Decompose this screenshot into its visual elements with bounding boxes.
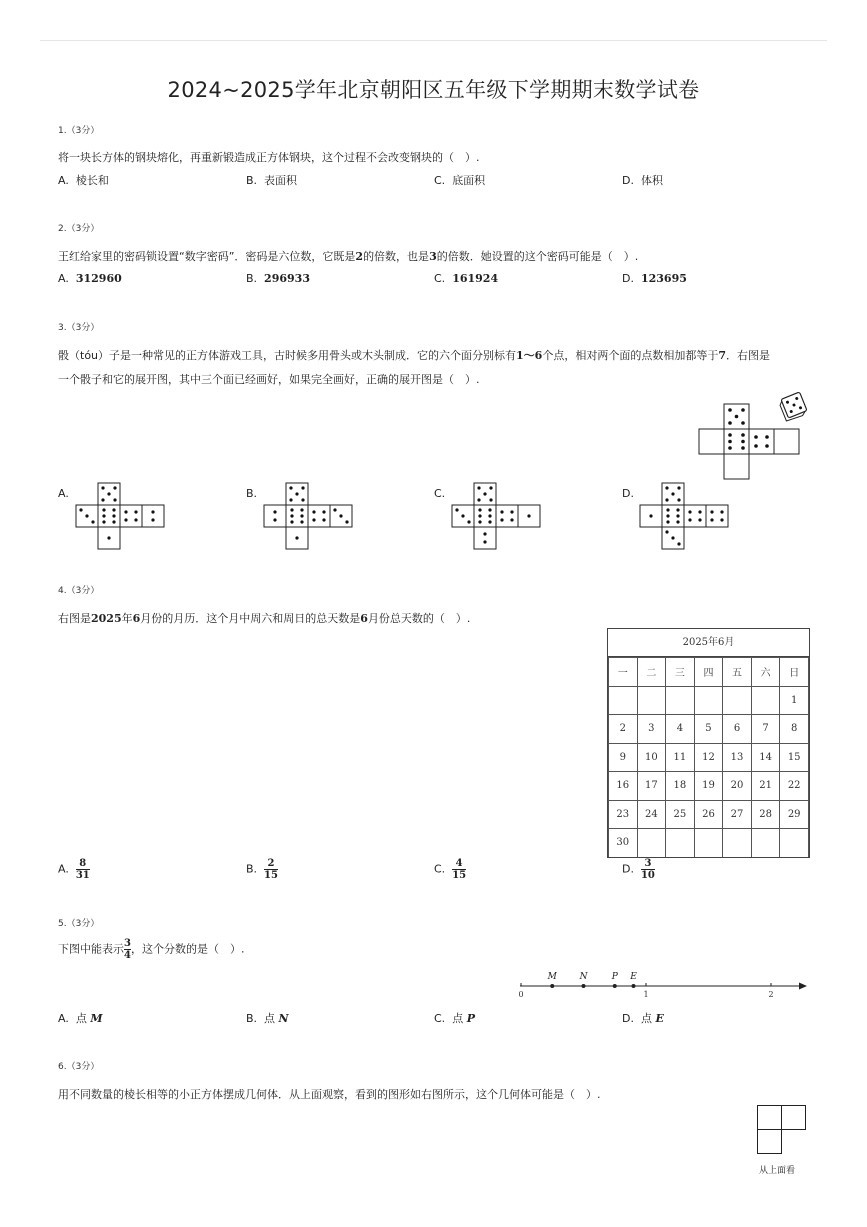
day-cell: 19: [694, 772, 723, 801]
number-line-point: [550, 984, 554, 988]
number-line-point: [632, 984, 636, 988]
option-text: 体积: [640, 174, 663, 187]
fraction-denominator: 15: [264, 870, 278, 881]
q2-score: （3分）: [66, 224, 100, 234]
stem-number: 6: [132, 612, 141, 625]
q3-stem-line1: [58, 347, 770, 363]
top-divider: [40, 40, 827, 41]
fraction-numerator: 3: [124, 938, 131, 949]
option-point: E: [655, 1012, 664, 1025]
option-text: 296933: [264, 272, 310, 285]
day-cell: 20: [723, 772, 752, 801]
number-line-point-label: M: [547, 972, 557, 982]
day-cell: 14: [751, 743, 780, 772]
q2-option-b[interactable]: [246, 272, 310, 285]
day-cell: [637, 829, 666, 858]
calendar-week-row: [609, 715, 809, 744]
weekday-header: 三: [666, 658, 695, 687]
q6-top-view: [757, 1105, 807, 1155]
day-cell: [751, 686, 780, 715]
day-cell: 23: [609, 800, 638, 829]
stem-number: 2025: [91, 612, 122, 625]
option-text: 123695: [640, 272, 687, 285]
q5-number: 5.: [58, 919, 67, 929]
stem-text: 个点，相对两个面的点数相加都等于: [542, 349, 719, 362]
day-cell: 5: [694, 715, 723, 744]
top-view-label: 从上面看: [759, 1166, 796, 1176]
q5-option-d[interactable]: [622, 1010, 664, 1026]
option-letter: C.: [434, 862, 446, 876]
q5-option-b[interactable]: [246, 1010, 289, 1026]
stem-text: 月份总天数的（ ）.: [367, 612, 471, 625]
q3-option-d[interactable]: D.: [622, 487, 634, 500]
stem-text: 下图中能表示: [58, 942, 124, 956]
calendar-week-row: [609, 743, 809, 772]
day-cell: 26: [694, 800, 723, 829]
option-point: M: [90, 1012, 103, 1025]
q3-net-d: [640, 483, 728, 549]
q3-stem-line2: 一个骰子和它的展开图，其中三个面已经画好，如果完全画好，正确的展开图是（ ）.: [58, 373, 480, 386]
day-cell: [723, 829, 752, 858]
q6-stem: 用不同数量的棱长相等的小正方体摆成几何体．从上面观察，看到的图形如右图所示，这个几何体可能是（ ）.: [58, 1088, 601, 1101]
q3-number: 3.: [58, 323, 67, 333]
day-cell: [751, 829, 780, 858]
june-calendar: [607, 628, 810, 858]
day-cell: [723, 686, 752, 715]
day-cell: 11: [666, 743, 695, 772]
day-cell: [666, 686, 695, 715]
weekday-header: 四: [694, 658, 723, 687]
stem-number: 2: [355, 250, 364, 263]
number-line-point-label: E: [630, 972, 637, 982]
option-letter: C.: [434, 174, 446, 187]
q4-option-c[interactable]: [434, 858, 466, 881]
day-cell: 15: [780, 743, 809, 772]
option-text: 底面积: [452, 174, 486, 187]
fraction-denominator: 31: [75, 870, 90, 881]
stem-text: 的倍数，也是: [363, 250, 430, 263]
q4-score: （3分）: [66, 586, 100, 596]
day-cell: 1: [780, 686, 809, 715]
q5-score: （3分）: [66, 919, 100, 929]
number-line-tick-label: 1: [643, 990, 649, 999]
calendar-grid: [608, 657, 809, 858]
q2-stem: [58, 248, 638, 264]
option-letter: D.: [622, 862, 634, 876]
option-text: 点: [264, 1012, 276, 1025]
option-point: P: [466, 1012, 475, 1025]
option-letter: A.: [58, 174, 69, 187]
q3-net-c: [452, 483, 540, 549]
option-letter: C.: [434, 272, 446, 285]
day-cell: 21: [751, 772, 780, 801]
day-cell: 27: [723, 800, 752, 829]
option-letter: D.: [622, 174, 634, 187]
stem-text: 月份的月历．这个月中周六和周日的总天数是: [140, 612, 361, 625]
day-cell: [666, 829, 695, 858]
q1-option-c[interactable]: [434, 172, 485, 188]
q4-stem: [58, 610, 470, 626]
dice-icon: [780, 391, 808, 419]
option-text: 点: [640, 1012, 652, 1025]
option-text: 棱长和: [75, 174, 109, 187]
calendar-week-row: [609, 829, 809, 858]
q3-option-a[interactable]: A.: [58, 487, 69, 500]
day-cell: 2: [609, 715, 638, 744]
stem-number: 7: [718, 349, 726, 362]
q6-number: 6.: [58, 1062, 67, 1072]
option-letter: A.: [58, 862, 69, 876]
q1-option-b[interactable]: [246, 172, 297, 188]
option-letter: D.: [622, 1012, 634, 1025]
q1-option-a[interactable]: [58, 172, 109, 188]
option-text: 表面积: [264, 174, 298, 187]
day-cell: [609, 686, 638, 715]
q6-header: [58, 1059, 99, 1072]
day-cell: 22: [780, 772, 809, 801]
number-line-point: [613, 984, 617, 988]
number-line-point: [582, 984, 586, 988]
number-line-tick-label: 2: [768, 990, 774, 999]
option-letter: B.: [246, 1012, 258, 1025]
q6-score: （3分）: [66, 1062, 100, 1072]
option-letter: C.: [434, 1012, 446, 1025]
stem-number: 6: [360, 612, 368, 625]
option-letter: A.: [58, 1012, 69, 1025]
day-cell: 28: [751, 800, 780, 829]
day-cell: 29: [780, 800, 809, 829]
stem-text: ，这个分数的是（ ）.: [130, 942, 245, 956]
stem-text: 年: [121, 612, 133, 625]
q3-header: [58, 320, 99, 333]
q1-option-d[interactable]: [622, 172, 663, 188]
stem-text: 骰（tóu）子是一种常见的正方体游戏工具，古时候多用骨头或木头制成．它的六个面分别标有: [58, 349, 517, 362]
fraction-numerator: 8: [79, 858, 87, 869]
q2-option-d[interactable]: [622, 272, 687, 285]
day-cell: 12: [694, 743, 723, 772]
q1-stem: 将一块长方体的钢块熔化，再重新锻造成正方体钢块，这个过程不会改变钢块的（ ）.: [58, 151, 480, 164]
day-cell: 10: [637, 743, 666, 772]
q1-score: （3分）: [66, 126, 100, 136]
arrow-right-icon: [799, 983, 807, 990]
weekday-header: 一: [609, 658, 638, 687]
day-cell: 30: [609, 829, 638, 858]
day-cell: 16: [609, 772, 638, 801]
number-line: [515, 966, 810, 1002]
fraction: [76, 858, 90, 881]
day-cell: [780, 829, 809, 858]
option-text: 点: [75, 1012, 87, 1025]
number-line-point-label: N: [579, 972, 588, 982]
q3-score: （3分）: [66, 323, 100, 333]
q1-header: [58, 123, 99, 136]
q3-option-c[interactable]: C.: [434, 487, 446, 500]
fraction-denominator: 15: [452, 870, 467, 881]
option-letter: B.: [246, 862, 258, 876]
option-letter: B.: [246, 272, 258, 285]
stem-text: 的倍数．她设置的这个密码可能是（ ）.: [436, 250, 639, 263]
option-letter: D.: [622, 272, 634, 285]
q5-option-c[interactable]: [434, 1010, 475, 1026]
option-letter: A.: [58, 272, 69, 285]
stem-text: ．右图是: [725, 349, 770, 362]
weekday-header: 日: [780, 658, 809, 687]
weekday-header: 六: [751, 658, 780, 687]
option-point: N: [278, 1012, 289, 1025]
q4-option-d[interactable]: [622, 858, 655, 881]
day-cell: 4: [666, 715, 695, 744]
q5-header: [58, 916, 99, 929]
calendar-title: 2025年6月: [608, 629, 809, 657]
calendar-header-row: [609, 658, 809, 687]
q3-net-b: [264, 483, 352, 549]
fraction-numerator: 4: [455, 858, 463, 869]
day-cell: [637, 686, 666, 715]
fraction-numerator: 2: [267, 858, 275, 869]
day-cell: [694, 829, 723, 858]
q3-net-a: [76, 483, 164, 549]
q4-header: [58, 583, 99, 596]
option-text: 161924: [452, 272, 499, 285]
option-text: 点: [452, 1012, 464, 1025]
day-cell: 25: [666, 800, 695, 829]
exam-title: 2024~2025学年北京朝阳区五年级下学期期末数学试卷: [167, 78, 700, 102]
q2-option-c[interactable]: [434, 272, 498, 285]
q3-option-b[interactable]: B.: [246, 487, 258, 500]
fraction: [124, 938, 131, 961]
stem-number: 1～6: [516, 349, 543, 362]
option-text: 312960: [75, 272, 122, 285]
day-cell: 3: [637, 715, 666, 744]
day-cell: 24: [637, 800, 666, 829]
fraction: [452, 858, 466, 881]
number-line-tick-label: 0: [518, 990, 524, 999]
calendar-week-row: [609, 772, 809, 801]
q2-number: 2.: [58, 224, 67, 234]
weekday-header: 二: [637, 658, 666, 687]
day-cell: 13: [723, 743, 752, 772]
weekday-header: 五: [723, 658, 752, 687]
q2-header: [58, 221, 99, 234]
day-cell: 8: [780, 715, 809, 744]
q4-number: 4.: [58, 586, 67, 596]
fraction-numerator: 3: [644, 858, 652, 869]
q4-option-b[interactable]: [246, 858, 278, 881]
day-cell: [694, 686, 723, 715]
fraction-denominator: 4: [124, 950, 131, 961]
number-line-point-label: P: [611, 972, 618, 982]
q2-option-a[interactable]: [58, 272, 122, 285]
calendar-week-row: [609, 800, 809, 829]
calendar-week-row: [609, 686, 809, 715]
fraction: [264, 858, 278, 881]
q1-number: 1.: [58, 126, 67, 136]
day-cell: 17: [637, 772, 666, 801]
day-cell: 7: [751, 715, 780, 744]
stem-text: 右图是: [58, 612, 91, 625]
option-letter: B.: [246, 174, 258, 187]
day-cell: 9: [609, 743, 638, 772]
q4-option-a[interactable]: [58, 858, 90, 881]
fraction: [641, 858, 655, 881]
day-cell: 6: [723, 715, 752, 744]
stem-number: 3: [429, 250, 437, 263]
day-cell: 18: [666, 772, 695, 801]
fraction-denominator: 10: [640, 870, 655, 881]
stem-text: 王红给家里的密码锁设置“数字密码”．密码是六位数，它既是: [58, 250, 356, 263]
q5-stem: [58, 938, 244, 961]
q5-option-a[interactable]: [58, 1010, 103, 1026]
